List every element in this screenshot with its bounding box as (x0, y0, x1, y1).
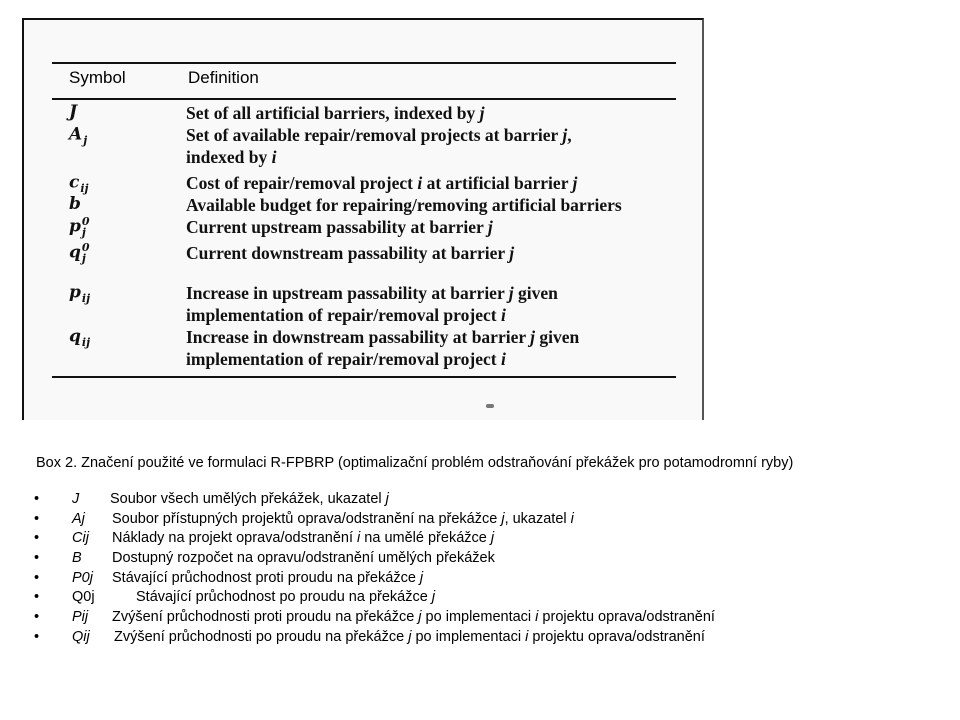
table-definition: Cost of repair/removal project i at artificial barrier j (186, 173, 578, 193)
table-symbol: p ij (69, 282, 91, 305)
table-symbol: b (69, 194, 81, 214)
table-definition: Current downstream passability at barrier j (186, 243, 515, 263)
bullet-symbol: P0j (72, 569, 93, 586)
notation-bullet-item (0, 609, 960, 629)
table-definition: Increase in downstream passability at barrier j given implementation of repair/removal project i (186, 327, 580, 369)
notation-bullet-item (0, 491, 960, 511)
notation-bullet-list (0, 491, 960, 649)
table-symbol: p 0 j (69, 215, 90, 239)
scanned-table-image (22, 18, 704, 420)
table-definition: Available budget for repairing/removing artificial barriers (186, 195, 622, 215)
table-definition: Set of available repair/removal projects at barrier j, indexed by i (186, 125, 572, 167)
bullet-description: Zvýšení průchodnosti po proudu na překážce j po implementaci i projektu oprava/odstranění (114, 628, 705, 645)
bullet-icon: • (34, 510, 40, 527)
notation-bullet-item (0, 530, 960, 550)
table-top-rule (52, 62, 676, 64)
scan-speck (486, 404, 494, 408)
bullet-symbol: J (72, 491, 80, 507)
table-definition: Current upstream passability at barrier j (186, 217, 493, 237)
notation-bullet-item (0, 570, 960, 590)
table-symbol: q ij (69, 326, 91, 349)
bullet-description: Soubor přístupných projektů oprava/odstranění na překážce j, ukazatel i (112, 510, 574, 527)
table-symbol: c ij (69, 172, 89, 195)
bullet-symbol: Aj (72, 510, 85, 527)
table-symbol: A j (69, 124, 88, 147)
table-symbol: q 0 j (69, 241, 90, 265)
bullet-description: Náklady na projekt oprava/odstranění i na umělé překážce j (112, 530, 495, 547)
symbol-column-header: Symbol (69, 68, 126, 87)
bullet-icon: • (34, 491, 40, 507)
notation-bullet-item (0, 589, 960, 609)
table-header-rule (52, 98, 676, 100)
table-symbol: J (69, 102, 78, 122)
bullet-icon: • (34, 530, 40, 547)
bullet-symbol: B (72, 550, 82, 567)
table-definition: Increase in upstream passability at barrier j given implementation of repair/removal project i (186, 283, 558, 325)
bullet-icon: • (34, 569, 40, 586)
bullet-description: Stávající průchodnost proti proudu na překážce j (112, 569, 424, 586)
bullet-symbol: Qij (72, 628, 90, 645)
box-caption: Box 2. Značení použité ve formulaci R-FPBRP (optimalizační problém odstraňování překážek pro potamodromní ryby) (36, 455, 794, 471)
notation-bullet-item (0, 511, 960, 531)
bullet-description: Stávající průchodnost po proudu na překážce j (136, 589, 436, 606)
bullet-icon: • (34, 550, 40, 567)
bullet-description: Soubor všech umělých překážek, ukazatel j (110, 491, 389, 507)
table-bottom-rule (52, 376, 676, 378)
bullet-icon: • (34, 589, 40, 606)
bullet-symbol: Pij (72, 609, 89, 626)
bullet-icon: • (34, 628, 40, 645)
notation-bullet-item (0, 550, 960, 570)
definition-column-header: Definition (188, 68, 259, 87)
bullet-description: Dostupný rozpočet na opravu/odstranění umělých překážek (112, 550, 495, 567)
bullet-description: Zvýšení průchodnosti proti proudu na překážce j po implementaci i projektu oprava/odstranění (112, 609, 715, 626)
bullet-icon: • (34, 609, 40, 626)
bullet-symbol: Cij (72, 530, 89, 547)
table-definition: Set of all artificial barriers, indexed by j (186, 103, 485, 123)
notation-bullet-item (0, 629, 960, 649)
bullet-symbol: Q0j (72, 589, 95, 606)
